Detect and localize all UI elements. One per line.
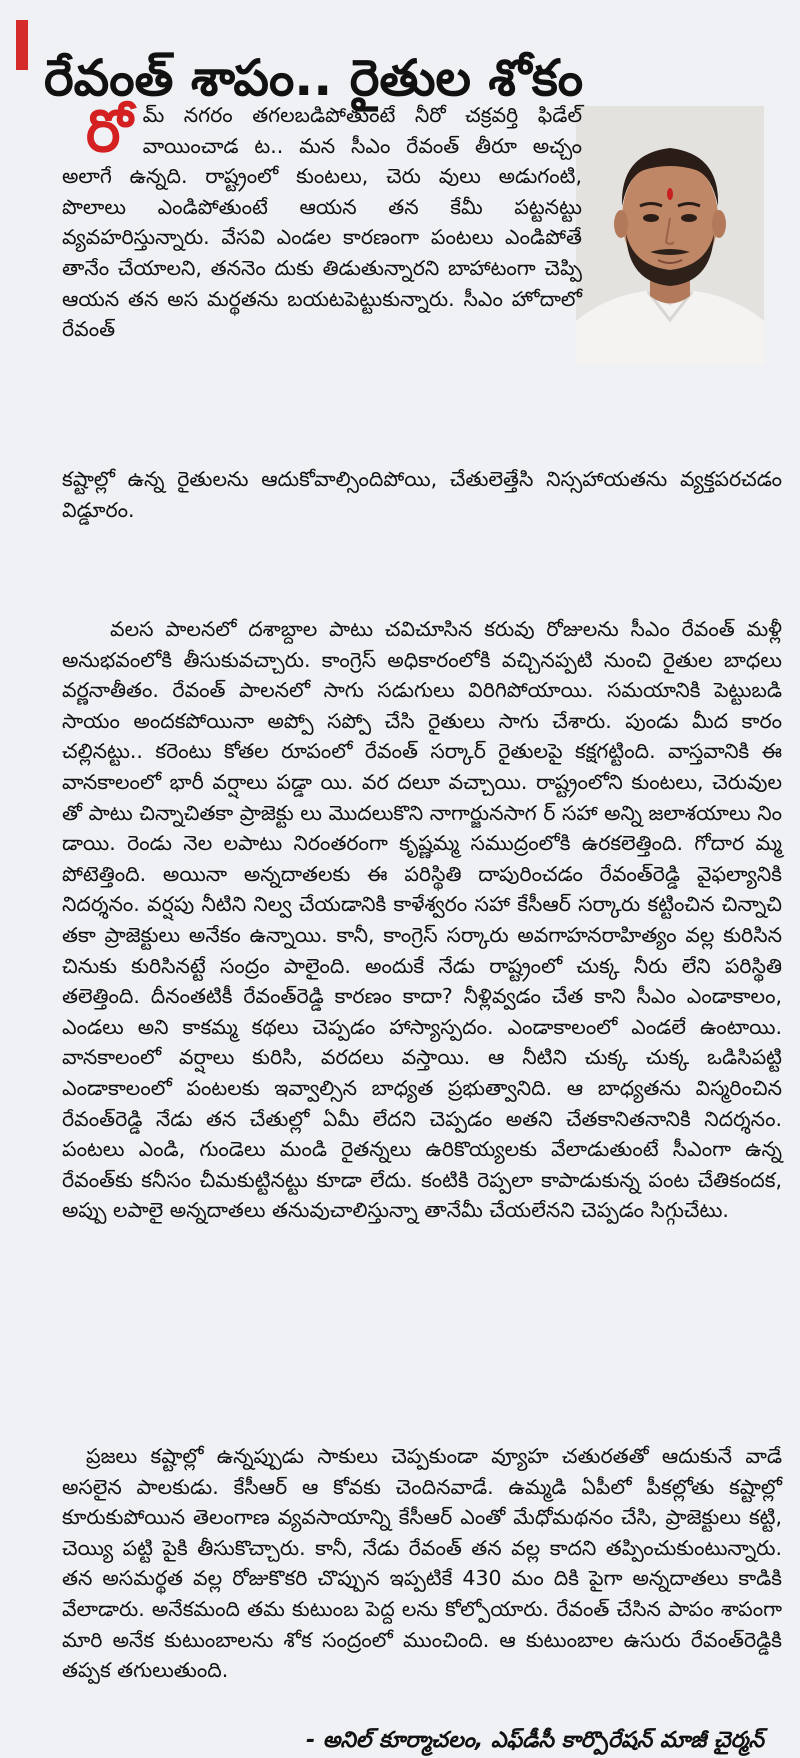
headline-accent-bar bbox=[16, 20, 28, 70]
headline-row bbox=[10, 0, 790, 107]
lead-paragraph bbox=[62, 97, 582, 345]
body-paragraph-2: వలస పాలనలో దశాబ్దాల పాటు చవిచూసిన కరువు రోజులను సీఎం రేవంత్ మళ్లీ అనుభవంలోకి తీసుకువచ్చారు. కాంగ్రెస్ అధికారంలోకి వచ్చినప్పటి నుంచి రైతుల బాధలు వర్ణనాతీతం. రేవంత్ పాలనలో సాగు సడుగులు విరిగిపోయాయి. సమయానికి పెట్టుబడి సాయం అందకపోయినా అప్పో సప్పో చేసి రైతులు సాగు చేశారు. పుండు మీద కారం చల్లినట్టు.. కరెంటు కోతల రూపంలో రేవంత్ సర్కార్ రైతులపై కక్షగట్టింది. వాస్తవానికి ఈ వానకాలంలో భారీ వర్షాలు పడ్డా యి. వర దలూ వచ్చాయి. రాష్ట్రంలోని కుంటలు, చెరువుల తో పాటు చిన్నాచితకా ప్రాజెక్టు లు మొదలుకొని నాగార్జునసాగ ర్ సహా అన్ని జలాశయాలు నిం డాయి. రెండు నెల లపాటు నిరంతరంగా కృష్ణమ్మ సముద్రంలోకి ఉరకలెత్తింది. గోదార మ్మ పోటెత్తింది. అయినా అన్నదాతలకు ఈ పరిస్థితి దాపురించడం రేవంత్‌రెడ్డి వైఫల్యానికి నిదర్శనం. వర్షపు నీటిని నిల్వ చేయడానికి కాళేశ్వరం సహా కేసీఆర్ సర్కారు కట్టించిన చిన్నాచి తకా ప్రాజెక్టులు అనేకం ఉన్నాయి. కానీ, కాంగ్రెస్ సర్కారు అవగాహనరాహిత్యం వల్ల కురిసిన చినుకు కురిసినట్టే సంద్రం పాలైంది. అందుకే నేడు రాష్ట్రంలో చుక్క నీరు లేని పరిస్థితి తలెత్తింది. దీనంతటికీ రేవంత్‌రెడ్డి కారణం కాదా? నీళ్లివ్వడం చేత కాని సీఎం ఎండాకాలం, ఎండలు అని కాకమ్మ కథలు చెప్పడం హాస్యాస్పదం. ఎండాకాలంలో ఎండలే ఉంటాయి. వానకాలంలో వర్షాలు కురిసి, వరదలు వస్తాయి. ఆ నీటిని చుక్క చుక్క ఒడిసిపట్టి ఎండాకాలంలో పంటలకు ఇవ్వాల్సిన బాధ్యత ప్రభుత్వానిది. ఆ బాధ్యతను విస్మరించిన రేవంత్‌రెడ్డి నేడు తన చేతుల్లో ఏమీ లేదని చెప్పడం అతని చేతకానితనానికి నిదర్శనం. పంటలు ఎండి, గుండెలు మండి రైతన్నలు ఉరికొయ్యలకు వేలాడుతుంటే సీఎంగా ఉన్న రేవంత్‌కు కనీసం చీమకుట్టినట్టు కూడా లేదు. కంటికి రెప్పలా కాపాడుకున్న పంట చేతికందక, అప్పు లపాలై అన్నదాతలు తనువుచాలిస్తున్నా తానేమీ చేయలేనని చెప్పడం సిగ్గుచేటు. bbox=[62, 617, 782, 1223]
drop-cap: రో bbox=[86, 97, 133, 165]
lead-paragraph-continued: కష్టాల్లో ఉన్న రైతులను ఆదుకోవాల్సిందిపోయి, చేతులెత్తేసి నిస్సహాయతను వ్యక్తపరచడం విడ్డూరం. bbox=[62, 467, 782, 522]
lead-paragraph-text: మ్ నగరం తగలబడిపోతుంటే నీరో చక్రవర్తి ఫిడేల్ వాయించాడ ట.. మన సీఎం రేవంత్ తీరూ అచ్చం అలాగే ఉన్నది. రాష్ట్రంలో కుంటలు, చెరు వులు అడుగంటి, పొలాలు ఎండిపోతుంటే ఆయన తన కేమీ పట్టనట్టు వ్యవహరిస్తున్నారు. వేసవి ఎండల కారణంగా పంటలు ఎండిపోతే తానేం చేయాలని, తననెం దుకు తిడుతున్నారని బాహాటంగా చెప్పి ఆయన తన అస మర్థతను బయటపెట్టుకున్నారు. సీఎం హోదాలో రేవంత్ bbox=[62, 103, 582, 342]
lead-section bbox=[10, 96, 790, 522]
author-portrait-image bbox=[576, 106, 764, 364]
author-photo bbox=[576, 106, 764, 364]
article-body bbox=[10, 96, 790, 1753]
body-paragraph-3: ప్రజలు కష్టాల్లో ఉన్నప్పుడు సాకులు చెప్పకుండా వ్యూహ చతురతతో ఆదుకునే వాడే అసలైన పాలకుడు. కేసీఆర్ ఆ కోవకు చెందినవాడే. ఉమ్మడి ఏపీలో పీకల్లోతు కష్టాల్లో కూరుకుపోయిన తెలంగాణ వ్యవసాయాన్ని కేసీఆర్ ఎంతో మేధోమథనం చేసి, ప్రాజెక్టులు కట్టి, చెయ్యి పట్టి పైకి తీసుకొచ్చారు. కానీ, నేడు రేవంత్ తన వల్ల కాదని తప్పించుకుంటున్నారు. తన అసమర్థత వల్ల రోజుకొకరి చొప్పున ఇప్పటికే 430 మం దికి పైగా అన్నదాతలు కాడికి వేలాడారు. అనేకమంది తమ కుటుంబ పెద్ద లను కోల్పోయారు. రేవంత్ చేసిన పాపం శాపంగా మారి అనేక కుటుంబాలను శోక సంద్రంలో ముంచింది. ఆ కుటుంబాల ఉసురు రేవంత్‌రెడ్డికి తప్పక తగులుతుంది. bbox=[62, 1444, 782, 1683]
headline: రేవంత్ శాపం.. రైతుల శోకం bbox=[44, 48, 584, 107]
author-byline: - అనిల్ కూర్మాచలం, ఎఫ్‌డీసీ కార్పొరేషన్ మాజీ చైర్మన్ bbox=[305, 1728, 764, 1753]
